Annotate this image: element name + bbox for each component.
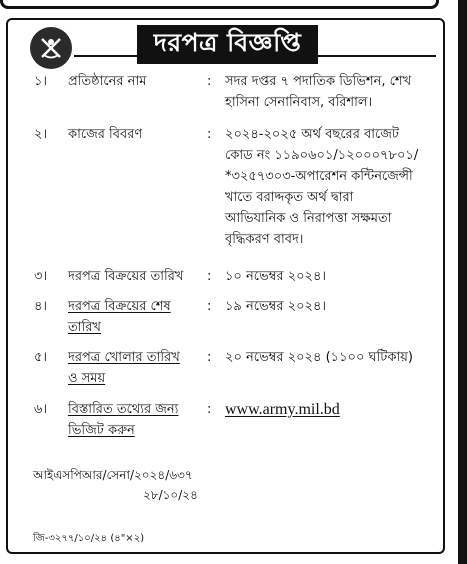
- top-border-strip: [0, 0, 439, 9]
- item-colon: :: [207, 127, 212, 142]
- item-number: ১।: [34, 74, 48, 89]
- right-edge-bar: [458, 0, 467, 564]
- item-value: ১০ নভেম্বর ২০২৪।: [225, 269, 327, 284]
- item-colon: :: [207, 299, 212, 314]
- print-code: জি-৩২৭৭/১০/২৪ (৪"×২): [33, 533, 145, 544]
- item-label: কাজের বিবরণ: [68, 127, 143, 142]
- notice-title: দরপত্র বিজ্ঞপ্তি: [137, 25, 318, 64]
- reference-date: ২৮/১০/২৪: [143, 488, 198, 502]
- item-value: সদর দপ্তর ৭ পদাতিক ডিভিশন, শেখ হাসিনা সেনানিবাস, বরিশাল।: [225, 74, 412, 110]
- item-number: ৩।: [34, 269, 48, 284]
- item-label: প্রতিষ্ঠানের নাম: [68, 74, 147, 89]
- item-number: ৫।: [34, 350, 48, 365]
- item-value: ১৯ নভেম্বর ২০২৪।: [225, 299, 327, 314]
- item-colon: :: [207, 402, 212, 417]
- item-value: ২০ নভেম্বর ২০২৪ (১১০০ ঘটিকায়): [225, 350, 413, 365]
- item-colon: :: [207, 350, 212, 365]
- item-number: ৬।: [34, 402, 48, 417]
- item-label: দরপত্র বিক্রয়ের তারিখ: [68, 269, 184, 284]
- item-value: ২০২৪-২০২৫ অর্থ বছরের বাজেট কোড নং ১১৯০৬০১/১২০০০৭৮০১/ *৩২৫৭৩০৩-অপারেশন কন্টিনজেন্সী খাতে বরাদ্দকৃত অর্থ দ্বারা আভিযানিক ও নিরাপত্তা সক্ষমতা বৃদ্ধিকরণ বাবদ।: [225, 127, 419, 247]
- army-emblem-icon: [30, 27, 72, 69]
- item-label: দরপত্র খোলার তারিখ ও সময়: [68, 350, 180, 386]
- website-link[interactable]: www.army.mil.bd: [225, 401, 340, 418]
- reference-number: আইএসপিআর/সেনা/২০২৪/৬৩৭: [33, 468, 193, 482]
- item-colon: :: [207, 74, 212, 89]
- item-label: বিস্তারিত তথ্যের জন্য ভিজিট করুন: [68, 402, 179, 438]
- item-label: দরপত্র বিক্রয়ের শেষ তারিখ: [68, 299, 171, 335]
- item-number: ৪।: [34, 299, 48, 314]
- item-number: ২।: [34, 127, 48, 142]
- item-colon: :: [207, 269, 212, 284]
